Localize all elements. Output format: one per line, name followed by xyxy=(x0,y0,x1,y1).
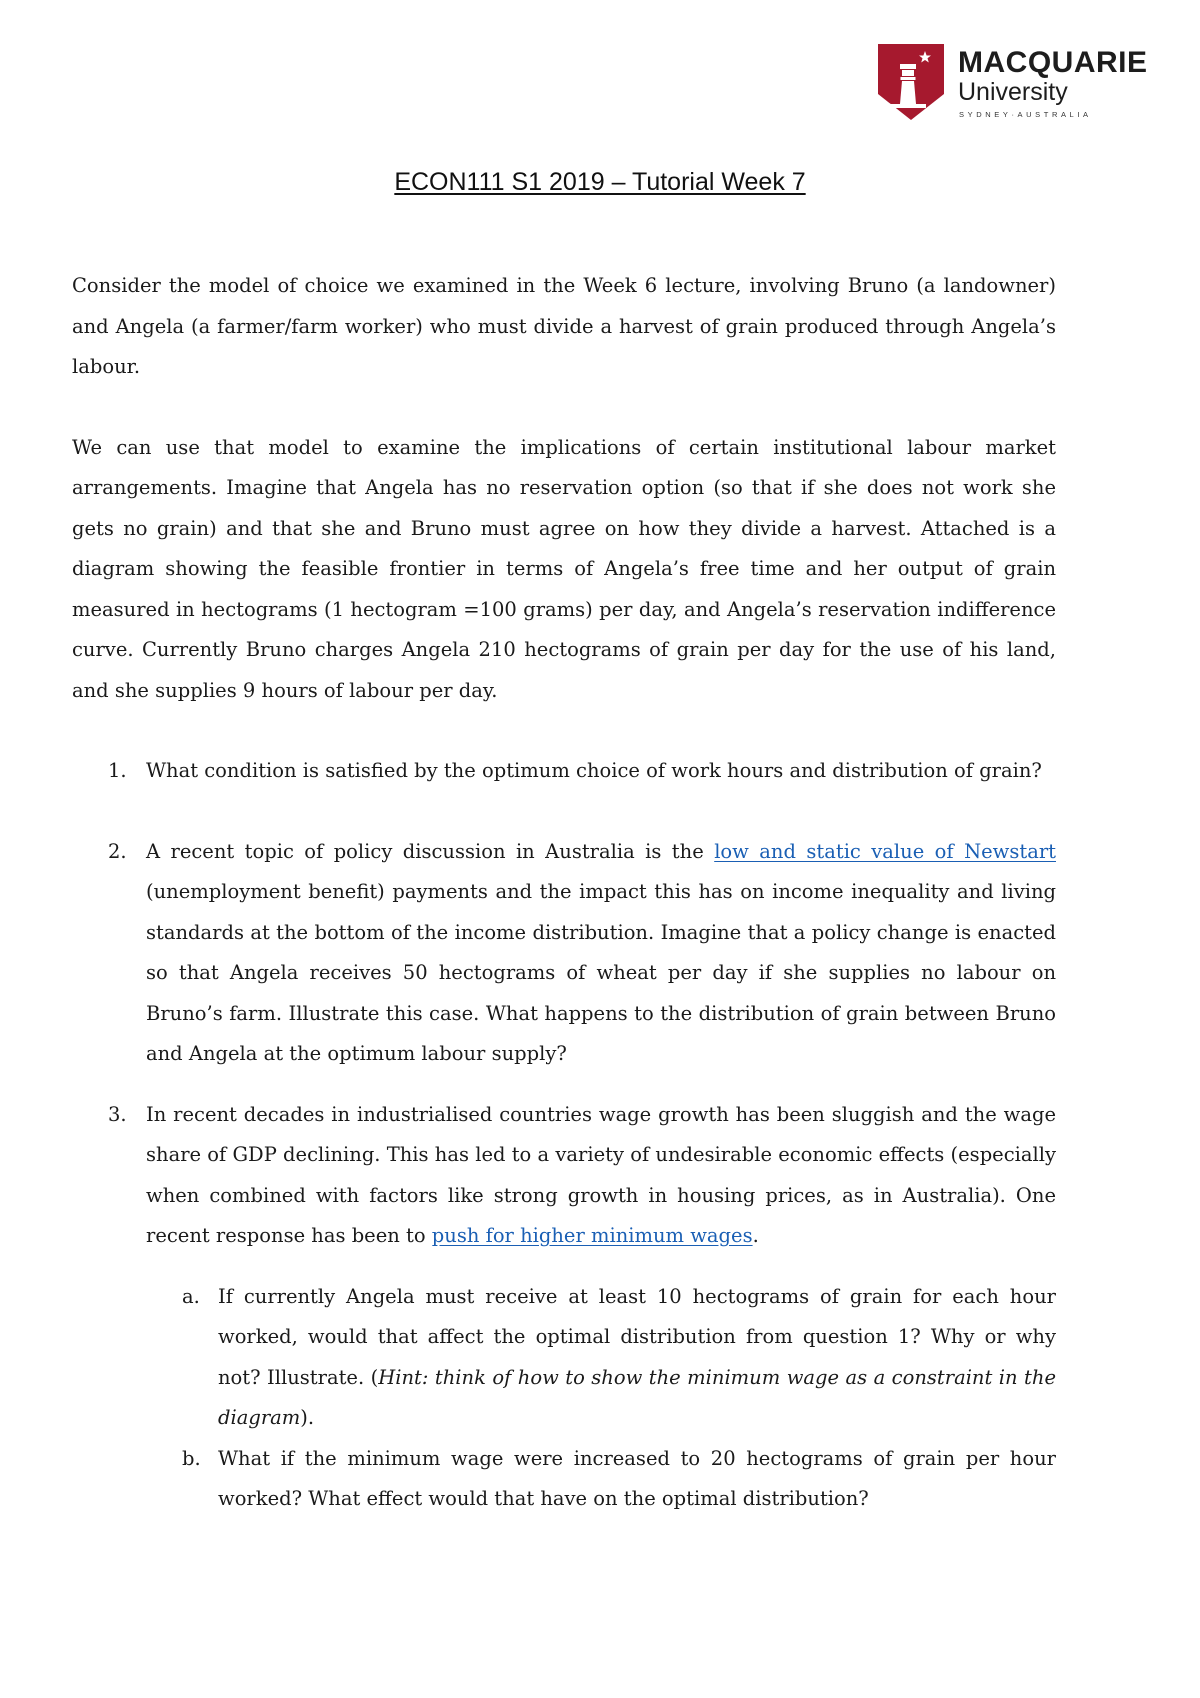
question-text xyxy=(146,832,1056,1075)
question-1 xyxy=(72,751,1056,792)
question-text-end: (unemployment benefit) payments and the impact this has on income inequality and living standards at the bottom of the income distribution. Imagine that a policy change is enacted so that Angela receives 50 hectograms of wheat per day if she supplies no labour on Bruno’s farm. Illustrate this case. What happens to the distribution of grain between Bruno and Angela at the optimum labour supply? xyxy=(146,880,1056,1065)
logo-tagline: SYDNEY·AUSTRALIA xyxy=(959,110,1092,119)
logo-name-line2: University xyxy=(958,78,1068,106)
university-logo xyxy=(878,44,1148,124)
newstart-link[interactable]: low and static value of Newstart xyxy=(714,839,1056,863)
minimum-wages-link[interactable]: push for higher minimum wages xyxy=(431,1224,753,1247)
subquestion-a xyxy=(72,1277,1056,1439)
question-number: 3. xyxy=(108,1102,127,1126)
subquestion-text xyxy=(218,1277,1056,1439)
subquestion-text-end: ). xyxy=(300,1406,315,1429)
question-number: 2. xyxy=(108,839,127,863)
question-2 xyxy=(72,832,1056,1075)
question-text-end: . xyxy=(752,1224,759,1247)
question-number: 1. xyxy=(108,759,127,782)
logo-name-line1: MACQUARIE xyxy=(958,46,1148,79)
subquestion-letter: b. xyxy=(182,1446,201,1470)
question-text-start: In recent decades in industrialised countries wage growth has been sluggish and the wage share of GDP declining. This has led to a variety of undesirable economic effects (especially when combined with factors like strong growth in housing prices, as in Australia). One recent response has been to xyxy=(146,1102,1056,1247)
subquestion-letter: a. xyxy=(182,1284,200,1308)
question-3 xyxy=(72,1095,1056,1257)
page-title: ECON111 S1 2019 – Tutorial Week 7 xyxy=(394,168,806,196)
hint-text: Hint: think of how to show the minimum wage as a constraint in the diagram xyxy=(218,1365,1056,1429)
subquestion-text-start: If currently Angela must receive at least 10 hectograms of grain for each hour worked, would that affect the optimal distribution from question 1? Why or why not? Illustrate. ( xyxy=(218,1284,1056,1389)
lighthouse-shield-icon xyxy=(878,44,944,120)
question-text: What condition is satisfied by the optimum choice of work hours and distribution of grain? xyxy=(146,759,1042,782)
document-body xyxy=(72,266,1056,1520)
intro-paragraph-1: Consider the model of choice we examined in the Week 6 lecture, involving Bruno (a landowner) and Angela (a farmer/farm worker) who must divide a harvest of grain produced through Angela’s labour. xyxy=(72,274,1056,378)
intro-paragraph-2: We can use that model to examine the implications of certain institutional labour market arrangements. Imagine that Angela has no reservation option (so that if she does not work she gets no grain) and that she and Bruno must agree on how they divide a harvest. Attached is a diagram showing the feasible frontier in terms of Angela’s free time and her output of grain measured in hectograms (1 hectogram =100 grams) per day, and Angela’s reservation indifference curve. Currently Bruno charges Angela 210 hectograms of grain per day for the use of his land, and she supplies 9 hours of labour per day. xyxy=(72,435,1056,702)
subquestion-text: What if the minimum wage were increased to 20 hectograms of grain per hour worked? What effect would that have on the optimal distribution? xyxy=(218,1446,1056,1510)
subquestion-b xyxy=(72,1439,1056,1520)
question-text xyxy=(146,1095,1056,1257)
question-text-start: A recent topic of policy discussion in Australia is the xyxy=(146,839,715,863)
